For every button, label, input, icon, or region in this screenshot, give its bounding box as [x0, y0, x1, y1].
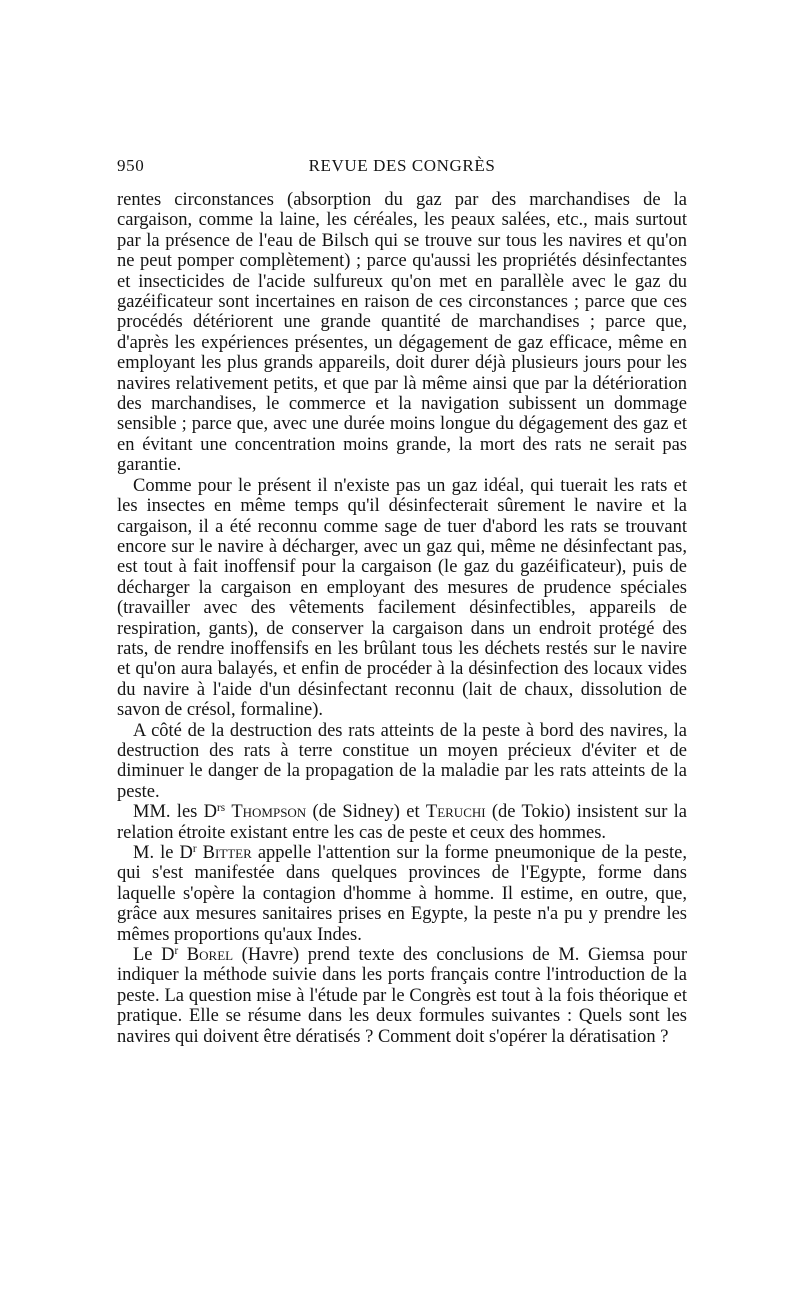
page-header: [117, 156, 687, 180]
paragraph-6: [117, 945, 687, 1047]
paragraph-1: rentes circonstances (absorption du gaz par des marchandises de la cargaison, comme la laine, les céréales, les peaux salées, etc., mais surtout par la présence de l'eau de Bilsch qui se trouve sur tous les navires et qu'on ne peut pomper complètement) ; parce qu'aussi les propriétés désinfectantes et insecticides de l'acide sulfureux qu'on met en parallèle avec le gaz du gazéificateur sont incertaines en raison de ces circonstances ; parce que ces procédés détériorent une grande quantité de marchandises ; parce que, d'après les expériences présentes, un dégagement de gaz efficace, même en employant les plus grands appareils, doit durer déjà plusieurs jours pour les navires relativement petits, et que par là même ainsi que par la détérioration des marchandises, le commerce et la navigation subissent un dommage sensible ; parce que, avec une durée moins longue du dégagement des gaz et en évitant une concentration moins grande, la mort des rats ne serait pas garantie.: [117, 190, 687, 476]
p4-text-2: (de Sidney) et: [306, 802, 426, 823]
page-number: 950: [117, 156, 145, 175]
paragraph-2: Comme pour le présent il n'existe pas un gaz idéal, qui tuerait les rats et les insectes en même temps qu'il désinfecterait sûrement le navire et la cargaison, il a été reconnu comme sage de tuer d'abord les rats se trouvant encore sur le navire à décharger, avec un gaz qui, même ne désinfectant pas, est tout à fait inoffensif pour la cargaison (le gaz du gazéificateur), puis de décharger la cargaison en employant des mesures de prudence spéciales (travailler avec des vêtements facilement désinfectibles, appareils de respiration, gants), de conserver la cargaison dans un endroit protégé des rats, de rendre inoffensifs en les brûlant tous les déchets restés sur le navire et qu'on aura balayés, et enfin de procéder à la désinfection des locaux vides du navire à l'aide d'un désinfectant reconnu (lait de chaux, dissolution de savon de crésol, formaline).: [117, 475, 687, 721]
p6-text-1: Le D: [133, 945, 175, 966]
p6-text-2: (Havre) prend texte des conclusions de M. Giemsa pour indiquer la méthode suivie dans les ports français contre l'introduction de la peste. La question mise à l'étude par le Congrès est tout à la fois théorique et pratique. Elle se résume dans les deux formules suivantes : Quels sont les navires qui doivent être dératisés ? Comment doit s'opérer la dératisation ?: [117, 945, 688, 1047]
name-borel: Borel: [186, 945, 234, 966]
running-title: REVUE DES CONGRÈS: [308, 156, 496, 175]
body-text: [117, 190, 687, 1047]
paragraph-5: [117, 843, 687, 945]
p4-text-1: MM. les D: [133, 802, 218, 823]
name-bitter: Bitter: [202, 843, 252, 863]
name-thompson: Thompson: [231, 802, 307, 823]
p5-title-sup: r: [192, 842, 197, 855]
p6-title-sup: r: [174, 944, 179, 957]
p5-text-2: appelle l'attention sur la forme pneumonique de la peste, qui s'est manifestée dans quelques provinces de l'Egypte, forme dans laquelle s'opère la contagion d'homme à homme. Il estime, en outre, que, grâce aux mesures sanitaires prises en Egypte, la peste n'a pu y prendre les mêmes proportions qu'aux Indes.: [117, 843, 688, 945]
p4-title-sup: rs: [217, 802, 226, 815]
name-teruchi: Teruchi: [425, 802, 486, 823]
paragraph-4: [117, 802, 687, 843]
paragraph-3: A côté de la destruction des rats atteints de la peste à bord des navires, la destruction des rats à terre constitue un moyen précieux d'éviter et de diminuer le danger de la propagation de la maladie par les rats atteints de la peste.: [117, 720, 687, 802]
p5-text-1: M. le D: [133, 843, 193, 863]
p4-text-3: (de Tokio) insistent sur la relation étroite existant entre les cas de peste et ceux des hommes.: [117, 802, 688, 843]
